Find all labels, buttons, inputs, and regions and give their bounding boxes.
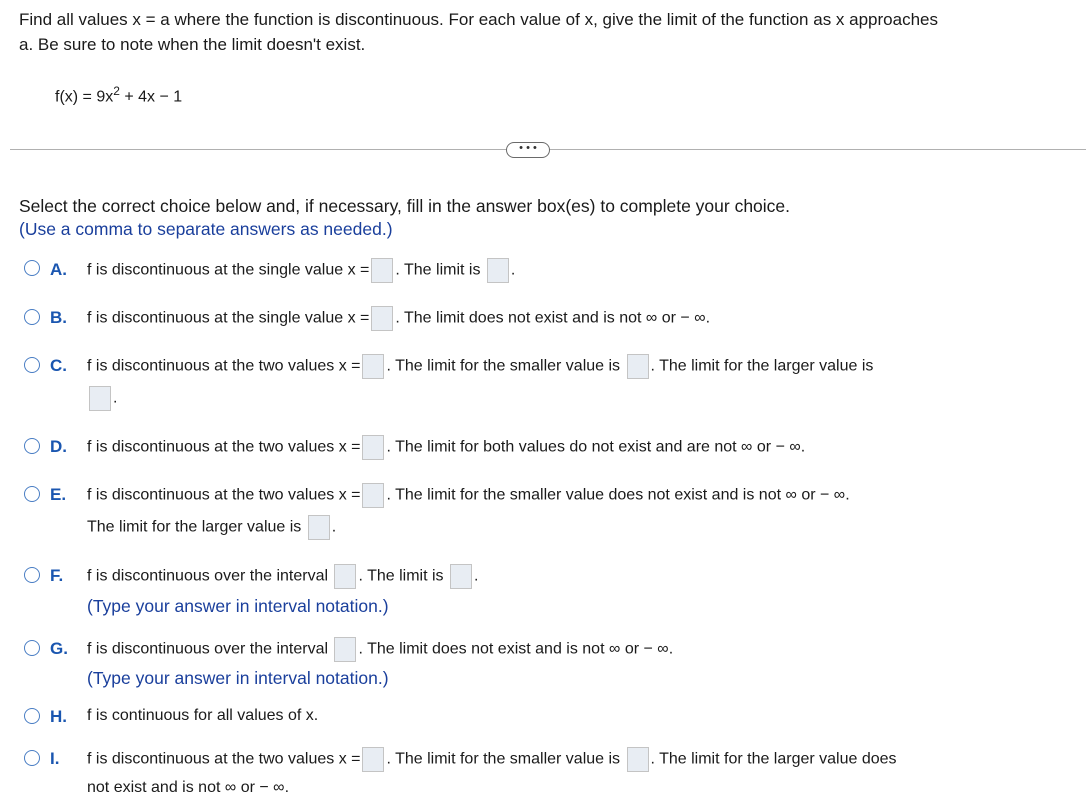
answer-box[interactable] <box>89 386 111 411</box>
choice-letter: G. <box>50 639 68 658</box>
function-expression: $f(x) = 9x^2 + 4x - 1$ <box>55 84 183 106</box>
answer-box[interactable] <box>487 258 509 283</box>
choice-letter: D. <box>50 437 67 456</box>
more-button[interactable]: • • • <box>506 142 550 158</box>
radio-g[interactable] <box>24 640 40 656</box>
answer-box[interactable] <box>362 435 384 460</box>
choice-letter: E. <box>50 485 67 504</box>
answer-box[interactable] <box>371 258 393 283</box>
choice-letter: I. <box>50 749 60 768</box>
answer-box[interactable] <box>308 515 330 540</box>
choice-letter: A. <box>50 260 67 279</box>
radio-f[interactable] <box>24 567 40 583</box>
interval-hint: (Type your answer in interval notation.) <box>87 596 389 616</box>
radio-d[interactable] <box>24 438 40 454</box>
answer-box[interactable] <box>627 354 649 379</box>
choice-letter: H. <box>50 707 67 726</box>
answer-box[interactable] <box>362 747 384 772</box>
radio-e[interactable] <box>24 486 40 502</box>
answer-box[interactable] <box>334 564 356 589</box>
interval-hint: (Type your answer in interval notation.) <box>87 668 389 688</box>
choice-letter: C. <box>50 356 67 375</box>
radio-b[interactable] <box>24 309 40 325</box>
answer-box[interactable] <box>362 483 384 508</box>
choice-letter: B. <box>50 308 67 327</box>
choice-letter: F. <box>50 566 64 585</box>
radio-i[interactable] <box>24 750 40 766</box>
answer-box[interactable] <box>362 354 384 379</box>
answer-box[interactable] <box>334 637 356 662</box>
question-line-2: a. Be sure to note when the limit doesn't exist. <box>19 35 366 54</box>
radio-h[interactable] <box>24 708 40 724</box>
answer-box[interactable] <box>371 306 393 331</box>
question-line-1: Find all values x = a where the function is discontinuous. For each value of x, give the limit of the function as x approaches <box>19 10 938 29</box>
answer-box[interactable] <box>627 747 649 772</box>
instructions-text: Select the correct choice below and, if necessary, fill in the answer box(es) to complete your choice. <box>19 196 791 216</box>
radio-a[interactable] <box>24 260 40 276</box>
radio-c[interactable] <box>24 357 40 373</box>
instructions-hint: (Use a comma to separate answers as needed.) <box>19 219 393 239</box>
answer-box[interactable] <box>450 564 472 589</box>
